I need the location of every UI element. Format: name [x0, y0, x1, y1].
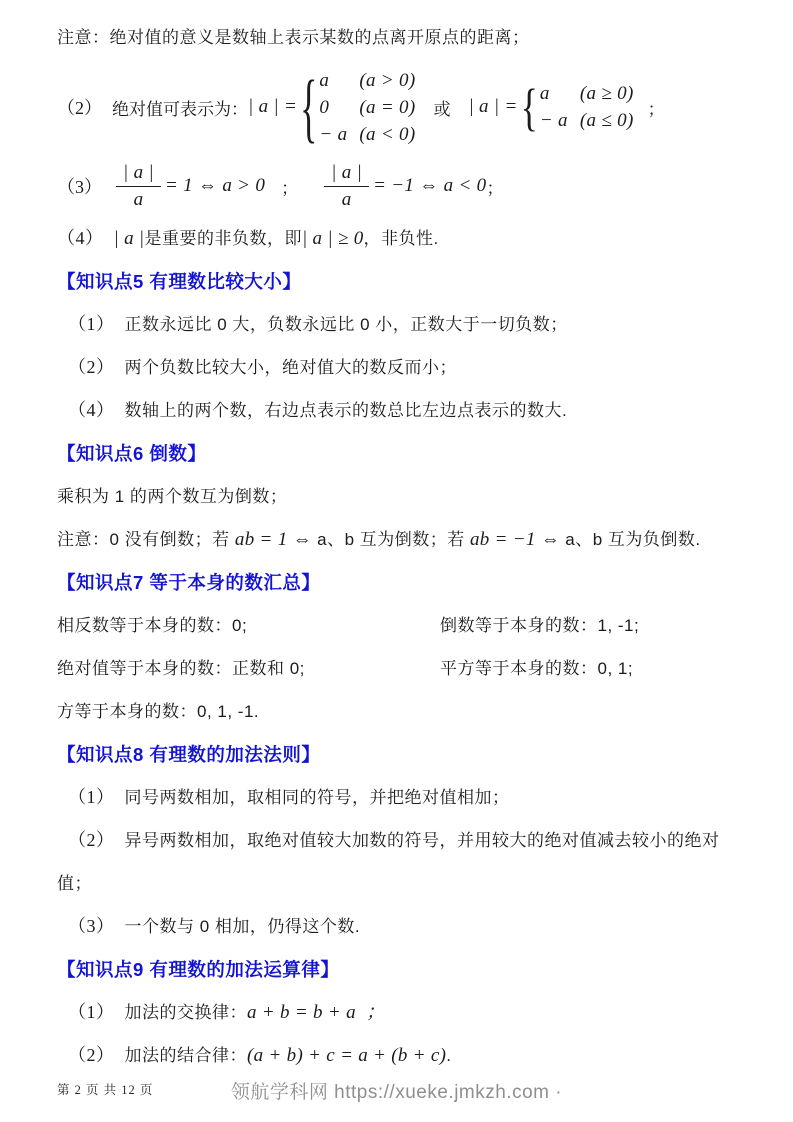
- or-word: 或: [433, 99, 451, 119]
- kp7-square-self: 平方等于本身的数：0, 1;: [440, 659, 634, 678]
- heading-kp9-addition-laws: 【知识点9 有理数的加法运算律】: [57, 959, 340, 980]
- item-number: （3）: [57, 177, 102, 197]
- kp5-item-2: （2） 两个负数比较大小，绝对值大的数反而小；: [68, 357, 457, 377]
- ratio-result-2: = −1 ⇔ a < 0: [373, 175, 487, 196]
- abs-piecewise-definition: [57, 59, 741, 155]
- kp7-absolute-self: 绝对值等于本身的数：正数和 0;: [57, 659, 305, 678]
- left-brace-icon: {: [520, 78, 538, 136]
- kp8-item-3: （3） 一个数与 0 相加，仍得这个数.: [68, 916, 361, 936]
- item-number: （2）: [57, 98, 102, 118]
- abs-lhs-1: | a | =: [248, 96, 298, 117]
- abs-ge-zero: | a | ≥ 0: [301, 228, 364, 249]
- kp6-note: 注意：0 没有倒数；若 ab = 1 ⇔ a、b 互为倒数；若 ab = −1 ⇔ a、b 互为负倒数.: [57, 529, 701, 550]
- abs-meaning-note: 注意：绝对值的意义是数轴上表示某数的点离开原点的距离；: [57, 28, 530, 47]
- abs-symbol: | a |: [113, 228, 145, 249]
- kp5-item-1: （1） 正数永远比 0 大，负数永远比 0 小，正数大于一切负数；: [68, 314, 568, 334]
- left-brace-icon: {: [300, 64, 318, 150]
- kp7-row-1: [57, 604, 741, 647]
- heading-kp8-addition-rules: 【知识点8 有理数的加法法则】: [57, 744, 321, 765]
- piecewise-cases-2: { a (a ≥ 0) − a (a ≤ 0): [520, 78, 634, 136]
- kp7-cube-self: 方等于本身的数：0, 1, -1.: [57, 702, 260, 721]
- page-number-indicator: 第 2 页 共 12 页: [57, 1083, 154, 1097]
- heading-kp7-self-equal-numbers: 【知识点7 等于本身的数汇总】: [57, 572, 321, 593]
- abs-ratio-line: [57, 155, 741, 217]
- kp7-row-3: [57, 690, 741, 733]
- fraction-abs-over-a: $\frac{| a |}{a}$: [324, 161, 369, 212]
- kp9-commutative-law: （1） 加法的交换律：a + b = b + a ；: [68, 1002, 386, 1023]
- item-number: （4）: [57, 228, 104, 248]
- math-ab-eq-neg1: ab = −1 ⇔: [469, 529, 561, 550]
- kp7-opposite-self: 相反数等于本身的数：0;: [57, 616, 248, 635]
- abs-nonnegative-line: （4） | a |是重要的非负数，即| a | ≥ 0，非负性.: [57, 228, 439, 249]
- math-ab-eq-1: ab = 1 ⇔: [234, 529, 312, 550]
- kp7-reciprocal-self: 倒数等于本身的数：1, -1;: [440, 616, 640, 635]
- kp8-item-2: （2） 异号两数相加，取绝对值较大加数的符号，并用较大的绝对值减去较小的绝对值；: [57, 830, 720, 893]
- abs-lhs-2: | a | =: [468, 96, 518, 117]
- piecewise-cases-1: { a (a > 0) 0 (a = 0) − a (a < 0): [300, 64, 416, 150]
- kp9-associative-law: （2） 加法的结合律：(a + b) + c = a + (b + c).: [68, 1045, 452, 1066]
- kp6-definition: 乘积为 1 的两个数互为倒数；: [57, 487, 288, 506]
- math-associative: (a + b) + c = a + (b + c): [247, 1045, 447, 1066]
- math-commutative: a + b = b + a: [247, 1002, 356, 1023]
- fraction-abs-over-a: $\frac{| a |}{a}$: [116, 161, 161, 212]
- separator-semicolon: ；: [281, 178, 299, 198]
- kp8-item-1: （1） 同号两数相加，取相同的符号，并把绝对值相加；: [68, 787, 510, 807]
- kp5-item-3: （4） 数轴上的两个数，右边点表示的数总比左边点表示的数大.: [68, 400, 568, 420]
- line-end-semicolon: ；: [647, 99, 665, 119]
- abs-repr-label: 绝对值可表示为：: [112, 99, 248, 119]
- heading-kp5-comparison: 【知识点5 有理数比较大小】: [57, 271, 302, 292]
- kp7-row-2: [57, 647, 741, 690]
- line-end-semicolon: ；: [486, 178, 504, 198]
- heading-kp6-reciprocal: 【知识点6 倒数】: [57, 443, 207, 464]
- ratio-result-1: = 1 ⇔ a > 0: [164, 175, 266, 196]
- watermark-site-link: 领航学科网 https://xueke.jmkzh.com ·: [230, 1082, 563, 1103]
